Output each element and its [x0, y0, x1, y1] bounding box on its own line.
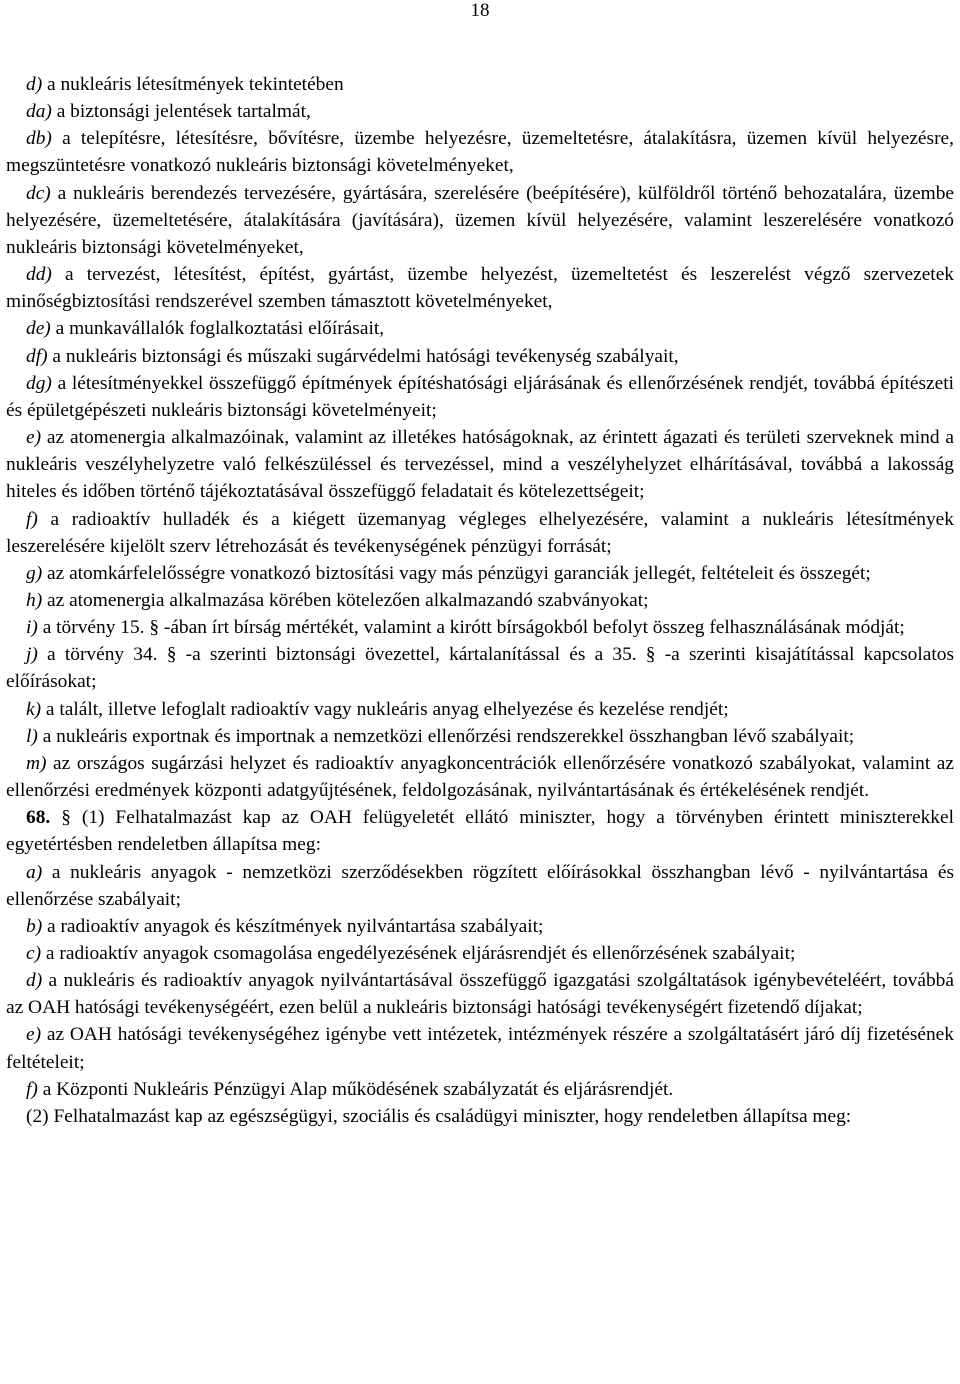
paragraph-text: a nukleáris és radioaktív anyagok nyilvántartásával összefüggő igazgatási szolgáltatások igénybevételéért, továbbá az OAH hatósági tevékenységéért, ezen belül a nukleáris biztonsági hatósági tevékenységért fizetendő díjakat;	[6, 970, 954, 1019]
item-label: dd)	[26, 264, 52, 286]
item-label: de)	[26, 318, 51, 340]
paragraph	[6, 913, 954, 940]
paragraph-text: az atomenergia alkalmazása körében kötelezően alkalmazandó szabványokat;	[42, 589, 649, 611]
item-label: j)	[26, 644, 38, 666]
item-label: d)	[26, 74, 43, 95]
paragraph	[6, 370, 954, 424]
paragraph	[6, 750, 954, 804]
paragraph	[6, 587, 954, 614]
paragraph-text: az országos sugárzási helyzet és radioaktív anyagkoncentrációk ellenőrzésére vonatkozó szabályokat, valamint az ellenőrzési eredmények központi adatgyűjtésének, feldolgozásának, nyilvántartásának és értékelésének rendjét.	[6, 752, 954, 802]
paragraph	[6, 71, 954, 98]
paragraph-text: a nukleáris anyagok - nemzetközi szerződésekben rögzített előírásokkal összhangban lévő - nyilvántartása és ellenőrzése szabályait;	[6, 861, 954, 910]
paragraph-text: a nukleáris biztonsági és műszaki sugárvédelmi hatósági tevékenység szabályait,	[47, 345, 679, 367]
document-body	[6, 71, 954, 1130]
paragraph-text: a nukleáris létesítmények tekintetében	[42, 74, 344, 95]
item-label: db)	[26, 128, 52, 150]
paragraph	[6, 940, 954, 967]
item-label: b)	[26, 915, 43, 937]
item-label: e)	[26, 1024, 42, 1046]
paragraph	[6, 1103, 954, 1130]
paragraph-text: a biztonsági jelentések tartalmát,	[51, 101, 311, 123]
paragraph-text: az atomkárfelelősségre vonatkozó biztosítási vagy más pénzügyi garanciák jellegét, feltételeit és összegét;	[42, 562, 871, 584]
paragraph-text: § (1) Felhatalmazást kap az OAH felügyeletét ellátó miniszter, hogy a törvényben érintett miniszterekkel egyetértésben rendeletben állapítsa meg:	[6, 807, 954, 856]
paragraph-text: a radioaktív hulladék és a kiégett üzemanyag végleges elhelyezésére, valamint a nukleáris létesítmények leszerelésére kijelölt szerv létrehozását és tevékenységének pénzügyi forrását;	[6, 508, 954, 557]
item-label: d)	[26, 970, 43, 992]
item-label: df)	[26, 345, 48, 367]
paragraph	[6, 506, 954, 560]
paragraph	[6, 560, 954, 587]
paragraph-text: az OAH hatósági tevékenységéhez igénybe vett intézetek, intézmények részére a szolgáltatásért járó díj fizetésének feltételeit;	[6, 1024, 954, 1073]
paragraph	[6, 614, 954, 641]
item-label: f)	[26, 508, 38, 530]
paragraph-text: az atomenergia alkalmazóinak, valamint az illetékes hatóságoknak, az érintett ágazati és területi szerveknek mind a nukleáris veszélyhelyzetre való felkészüléssel és tervezéssel, mind a veszélyhelyzet elhárításával, továbbá a lakosság hiteles és időben történő tájékoztatásával összefüggő feladatait és kötelezettségeit;	[6, 427, 954, 503]
paragraph	[6, 859, 954, 913]
paragraph-text: a törvény 15. § -ában írt bírság mértékét, valamint a kirótt bírságokból befolyt összeg felhasználásának módját;	[37, 617, 905, 639]
paragraph	[6, 1021, 954, 1075]
paragraph-text: a munkavállalók foglalkoztatási előírásait,	[50, 318, 385, 340]
item-label: c)	[26, 943, 42, 964]
paragraph-text: a Központi Nukleáris Pénzügyi Alap működésének szabályzatát és eljárásrendjét.	[37, 1078, 674, 1100]
paragraph	[6, 98, 954, 125]
item-label: f)	[26, 1078, 38, 1100]
section-number: 68.	[26, 807, 51, 829]
paragraph	[6, 261, 954, 315]
paragraph-text: (2) Felhatalmazást kap az egészségügyi, szociális és családügyi miniszter, hogy rendeletben állapítsa meg:	[26, 1105, 852, 1127]
item-label: m)	[26, 752, 47, 774]
paragraph	[6, 804, 954, 858]
paragraph	[6, 315, 954, 342]
paragraph	[6, 1076, 954, 1103]
paragraph	[6, 424, 954, 505]
paragraph	[6, 125, 954, 179]
paragraph-text: a tervezést, létesítést, építést, gyártást, üzembe helyezést, üzemeltetést és leszerelést végző szervezetek minőségbiztosítási rendszerével szemben támasztott követelményeket,	[6, 264, 954, 313]
item-label: da)	[26, 101, 52, 123]
paragraph	[6, 343, 954, 370]
item-label: dc)	[26, 182, 51, 204]
item-label: h)	[26, 589, 43, 611]
item-label: l)	[26, 725, 38, 747]
item-label: k)	[26, 698, 42, 720]
item-label: a)	[26, 861, 43, 883]
paragraph	[6, 180, 954, 261]
paragraph	[6, 723, 954, 750]
paragraph	[6, 967, 954, 1021]
item-label: e)	[26, 427, 42, 449]
item-label: dg)	[26, 372, 52, 394]
paragraph	[6, 641, 954, 695]
paragraph-text: a telepítésre, létesítésre, bővítésre, üzembe helyezésre, üzemeltetésre, átalakításra, üzemen kívül helyezésre, megszüntetésre vonatkozó nukleáris biztonsági követelményeket,	[6, 128, 954, 177]
paragraph-text: a radioaktív anyagok csomagolása engedélyezésének eljárásrendjét és ellenőrzésének szabályait;	[41, 943, 796, 964]
page-number: 18	[470, 0, 490, 21]
paragraph-text: a talált, illetve lefoglalt radioaktív vagy nukleáris anyag elhelyezése és kezelése rendjét;	[41, 698, 729, 720]
item-label: g)	[26, 562, 43, 584]
paragraph-text: a radioaktív anyagok és készítmények nyilvántartása szabályait;	[42, 915, 544, 937]
paragraph-text: a nukleáris exportnak és importnak a nemzetközi ellenőrzési rendszerekkel összhangban lévő szabályait;	[37, 725, 855, 747]
paragraph-text: a törvény 34. § -a szerinti biztonsági övezettel, kártalanítással és a 35. § -a szerinti kisajátítással kapcsolatos előírásokat;	[6, 644, 954, 693]
paragraph-text: a nukleáris berendezés tervezésére, gyártására, szerelésére (beépítésére), külföldről történő behozatalára, üzembe helyezésére, üzemeltetésére, átalakítására (javítására), üzemen kívül helyezésére, valamint leszerelésére vonatkozó nukleáris biztonsági követelményeket,	[6, 182, 954, 258]
paragraph-text: a létesítményekkel összefüggő építmények építéshatósági eljárásának és ellenőrzésének rendjét, továbbá építészeti és épületgépészeti nukleáris biztonsági követelményeit;	[6, 372, 954, 421]
item-label: i)	[26, 617, 38, 639]
paragraph	[6, 696, 954, 723]
